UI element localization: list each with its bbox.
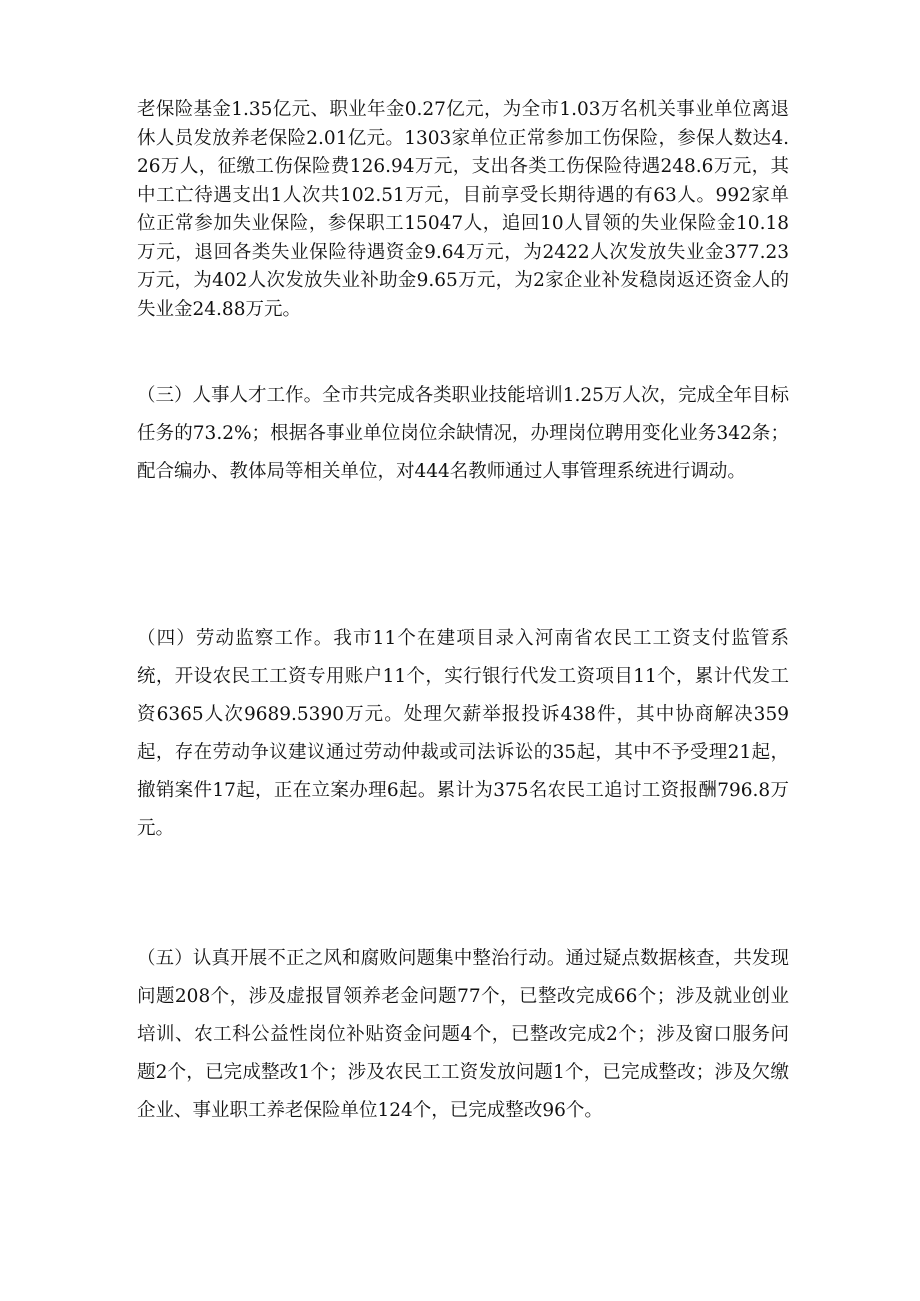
paragraph-personnel-talent: （三）人事人才工作。全市共完成各类职业技能培训1.25万人次，完成全年目标任务的73.2%；根据各事业单位岗位余缺情况，办理岗位聘用变化业务342条；配合编办、教体局等相关单位，对444名教师通过人事管理系统进行调动。 [137,385,789,482]
paragraph-pension-insurance: 老保险基金1.35亿元、职业年金0.27亿元，为全市1.03万名机关事业单位离退休人员发放养老保险2.01亿元。1303家单位正常参加工伤保险，参保人数达4.26万人，征缴工伤保险费126.94万元，支出各类工伤保险待遇248.6万元，其中工亡待遇支出1人次共102.51万元，目前享受长期待遇的有63人。992家单位正常参加失业保险，参保职工15047人，追回10人冒领的失业保险金10.18万元，退回各类失业保险待遇资金9.64万元，为2422人次发放失业金377.23万元，为402人次发放失业补助金9.65万元，为2家企业补发稳岗返还资金人的失业金24.88万元。 [137,99,789,320]
paragraph-rectification-action: （五）认真开展不正之风和腐败问题集中整治行动。通过疑点数据核查，共发现问题208个，涉及虚报冒领养老金问题77个，已整改完成66个；涉及就业创业培训、农工科公益性岗位补贴资金问题4个，已整改完成2个；涉及窗口服务问题2个，已完成整改1个；涉及农民工工资发放问题1个，已完成整改；涉及欠缴企业、事业职工养老保险单位124个，已完成整改96个。 [137,948,789,1121]
paragraph-labor-supervision: （四）劳动监察工作。我市11个在建项目录入河南省农民工工资支付监管系统，开设农民工工资专用账户11个，实行银行代发工资项目11个，累计代发工资6365人次9689.5390万元。处理欠薪举报投诉438件，其中协商解决359起，存在劳动争议建议通过劳动仲裁或司法诉讼的35起，其中不予受理21起，撤销案件17起，正在立案办理6起。累计为375名农民工追讨工资报酬796.8万元。 [137,628,789,839]
